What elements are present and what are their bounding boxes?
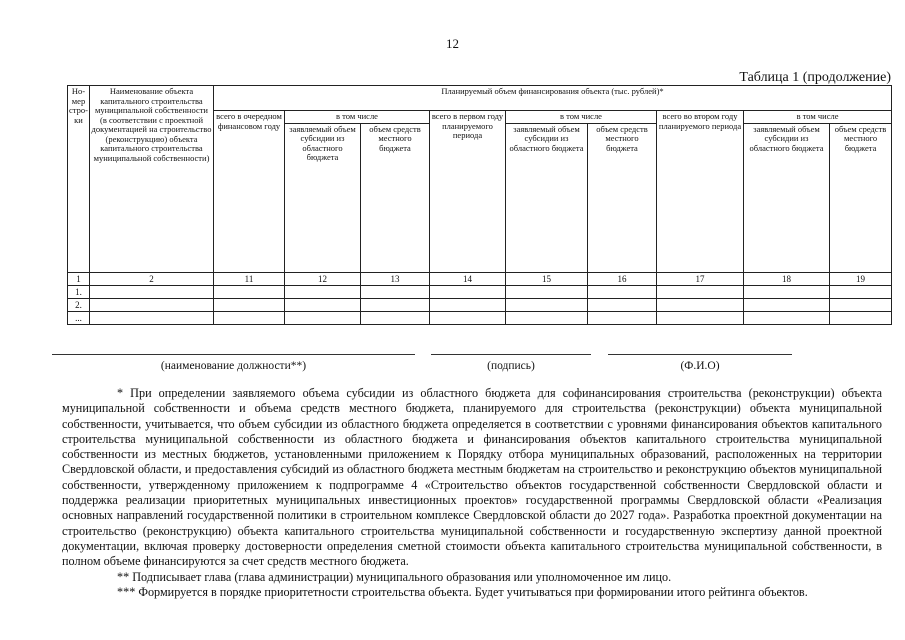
table-cell [214,285,285,298]
row-number: ... [68,311,90,324]
header-subsidy-1: заявляемый объем субсидии из областного бюджета [285,123,361,272]
column-number: 11 [214,272,285,285]
header-local-3: объем средств местного бюджета [830,123,892,272]
row-number: 2. [68,298,90,311]
footnote-1: * При определении заявляемого объема субсидии из областного бюджета для софинансирования строительства (реконструкции) объекта муниципальной собственности и объема средств местного бюджета, планируемого для строительства (реконструкции) объекта муниципальной собственности, учитывается, что объем субсидии из областного бюджета определяется в соответствии с уровнями финансирования объектов капитального строительства муниципальной собственности из областного бюджета и финансирования объектов капитального строительства муниципальной собственности из местных бюджетов, установленными приложением к Порядку отбора муниципальных образований, расположенных на территории Свердловской области, и предоставления субсидий из областного бюджета местным бюджетам на строительство и реконструкцию объектов муниципальной собственности, утвержденному приложением к подпрограмме 4 «Строительство объектов государственной собственности Свердловской области и поддержка реализации приоритетных муниципальных инвестиционных проектов» государственной программы Свердловской области «Реализация основных направлений государственной политики в строительном комплексе Свердловской области до 2027 года». Разработка проектной документации на строительство (реконструкцию) объекта капитального строительства муниципальной собственности и государственную экспертизу данной проектной документации, включая проверку достоверности определения сметной стоимости объекта капитального строительства муниципальной собственности, в полном объеме финансируются за счет средств местного бюджета. [62,386,882,569]
table-cell [744,311,830,324]
table-caption: Таблица 1 (продолжение) [739,70,891,85]
table-cell [214,298,285,311]
header-total-first-plan-year: всего в первом году планируемого периода [430,111,506,273]
table-cell [285,298,361,311]
table-row [68,298,892,311]
position-signature-line [52,354,415,355]
table-cell [90,285,214,298]
full-name-label: (Ф.И.О) [680,360,720,372]
table-cell [506,298,588,311]
footnote-2: ** Подписывает глава (глава администрации) муниципального образования или уполномоченное им лицо. [117,569,672,584]
footnotes [62,386,882,600]
column-number: 19 [830,272,892,285]
table-cell [506,285,588,298]
header-including-3: в том числе [744,111,892,124]
header-total-current-year: всего в очередном финансовом году [214,111,285,273]
table-cell [588,285,657,298]
row-number: 1. [68,285,90,298]
table-cell [214,311,285,324]
table-cell [744,285,830,298]
table-cell [588,311,657,324]
table-cell [285,311,361,324]
column-numbers-row [68,272,892,285]
column-number: 18 [744,272,830,285]
header-subsidy-3: заявляемый объем субсидии из областного бюджета [744,123,830,272]
column-number: 16 [588,272,657,285]
page-number: 12 [446,36,459,51]
header-planned-financing: Планируемый объем финансирования объекта (тыс. рублей)* [214,86,892,111]
table-cell [830,311,892,324]
table-cell [430,285,506,298]
column-number: 14 [430,272,506,285]
column-number: 12 [285,272,361,285]
table-cell [90,311,214,324]
column-number: 15 [506,272,588,285]
table-cell [830,298,892,311]
header-local-1: объем средств местного бюджета [361,123,430,272]
signature-label: (подпись) [487,360,535,372]
header-row-number: Но-мер стро-ки [68,86,90,273]
table-cell [285,285,361,298]
table-cell [361,285,430,298]
table-cell [744,298,830,311]
footnote-3: *** Формируется в порядке приоритетности строительства объекта. Будет учитываться при формировании итого рейтинга объектов. [117,584,808,599]
header-including-1: в том числе [285,111,430,124]
table-cell [361,311,430,324]
position-label: (наименование должности**) [160,360,307,372]
column-number: 13 [361,272,430,285]
table-cell [657,298,744,311]
table-cell [430,298,506,311]
table-cell [657,311,744,324]
column-number: 1 [68,272,90,285]
table-row [68,285,892,298]
financing-table [67,85,892,325]
header-subsidy-2: заявляемый объем субсидии из областного бюджета [506,123,588,272]
table-cell [90,298,214,311]
column-number: 2 [90,272,214,285]
header-total-second-plan-year: всего во втором году планируемого периода [657,111,744,273]
signature-line [431,354,591,355]
table-cell [830,285,892,298]
table-cell [588,298,657,311]
table-row [68,311,892,324]
header-local-2: объем средств местного бюджета [588,123,657,272]
table-cell [430,311,506,324]
table-cell [361,298,430,311]
table-cell [657,285,744,298]
header-including-2: в том числе [506,111,657,124]
table-cell [506,311,588,324]
column-number: 17 [657,272,744,285]
header-object-name: Наименование объекта капитального строительства муниципальной собственности (в соответствии с проектной документацией на строительство (реконструкцию) объекта капитального строительства муниципальной собственности) [90,86,214,273]
name-signature-line [608,354,792,355]
